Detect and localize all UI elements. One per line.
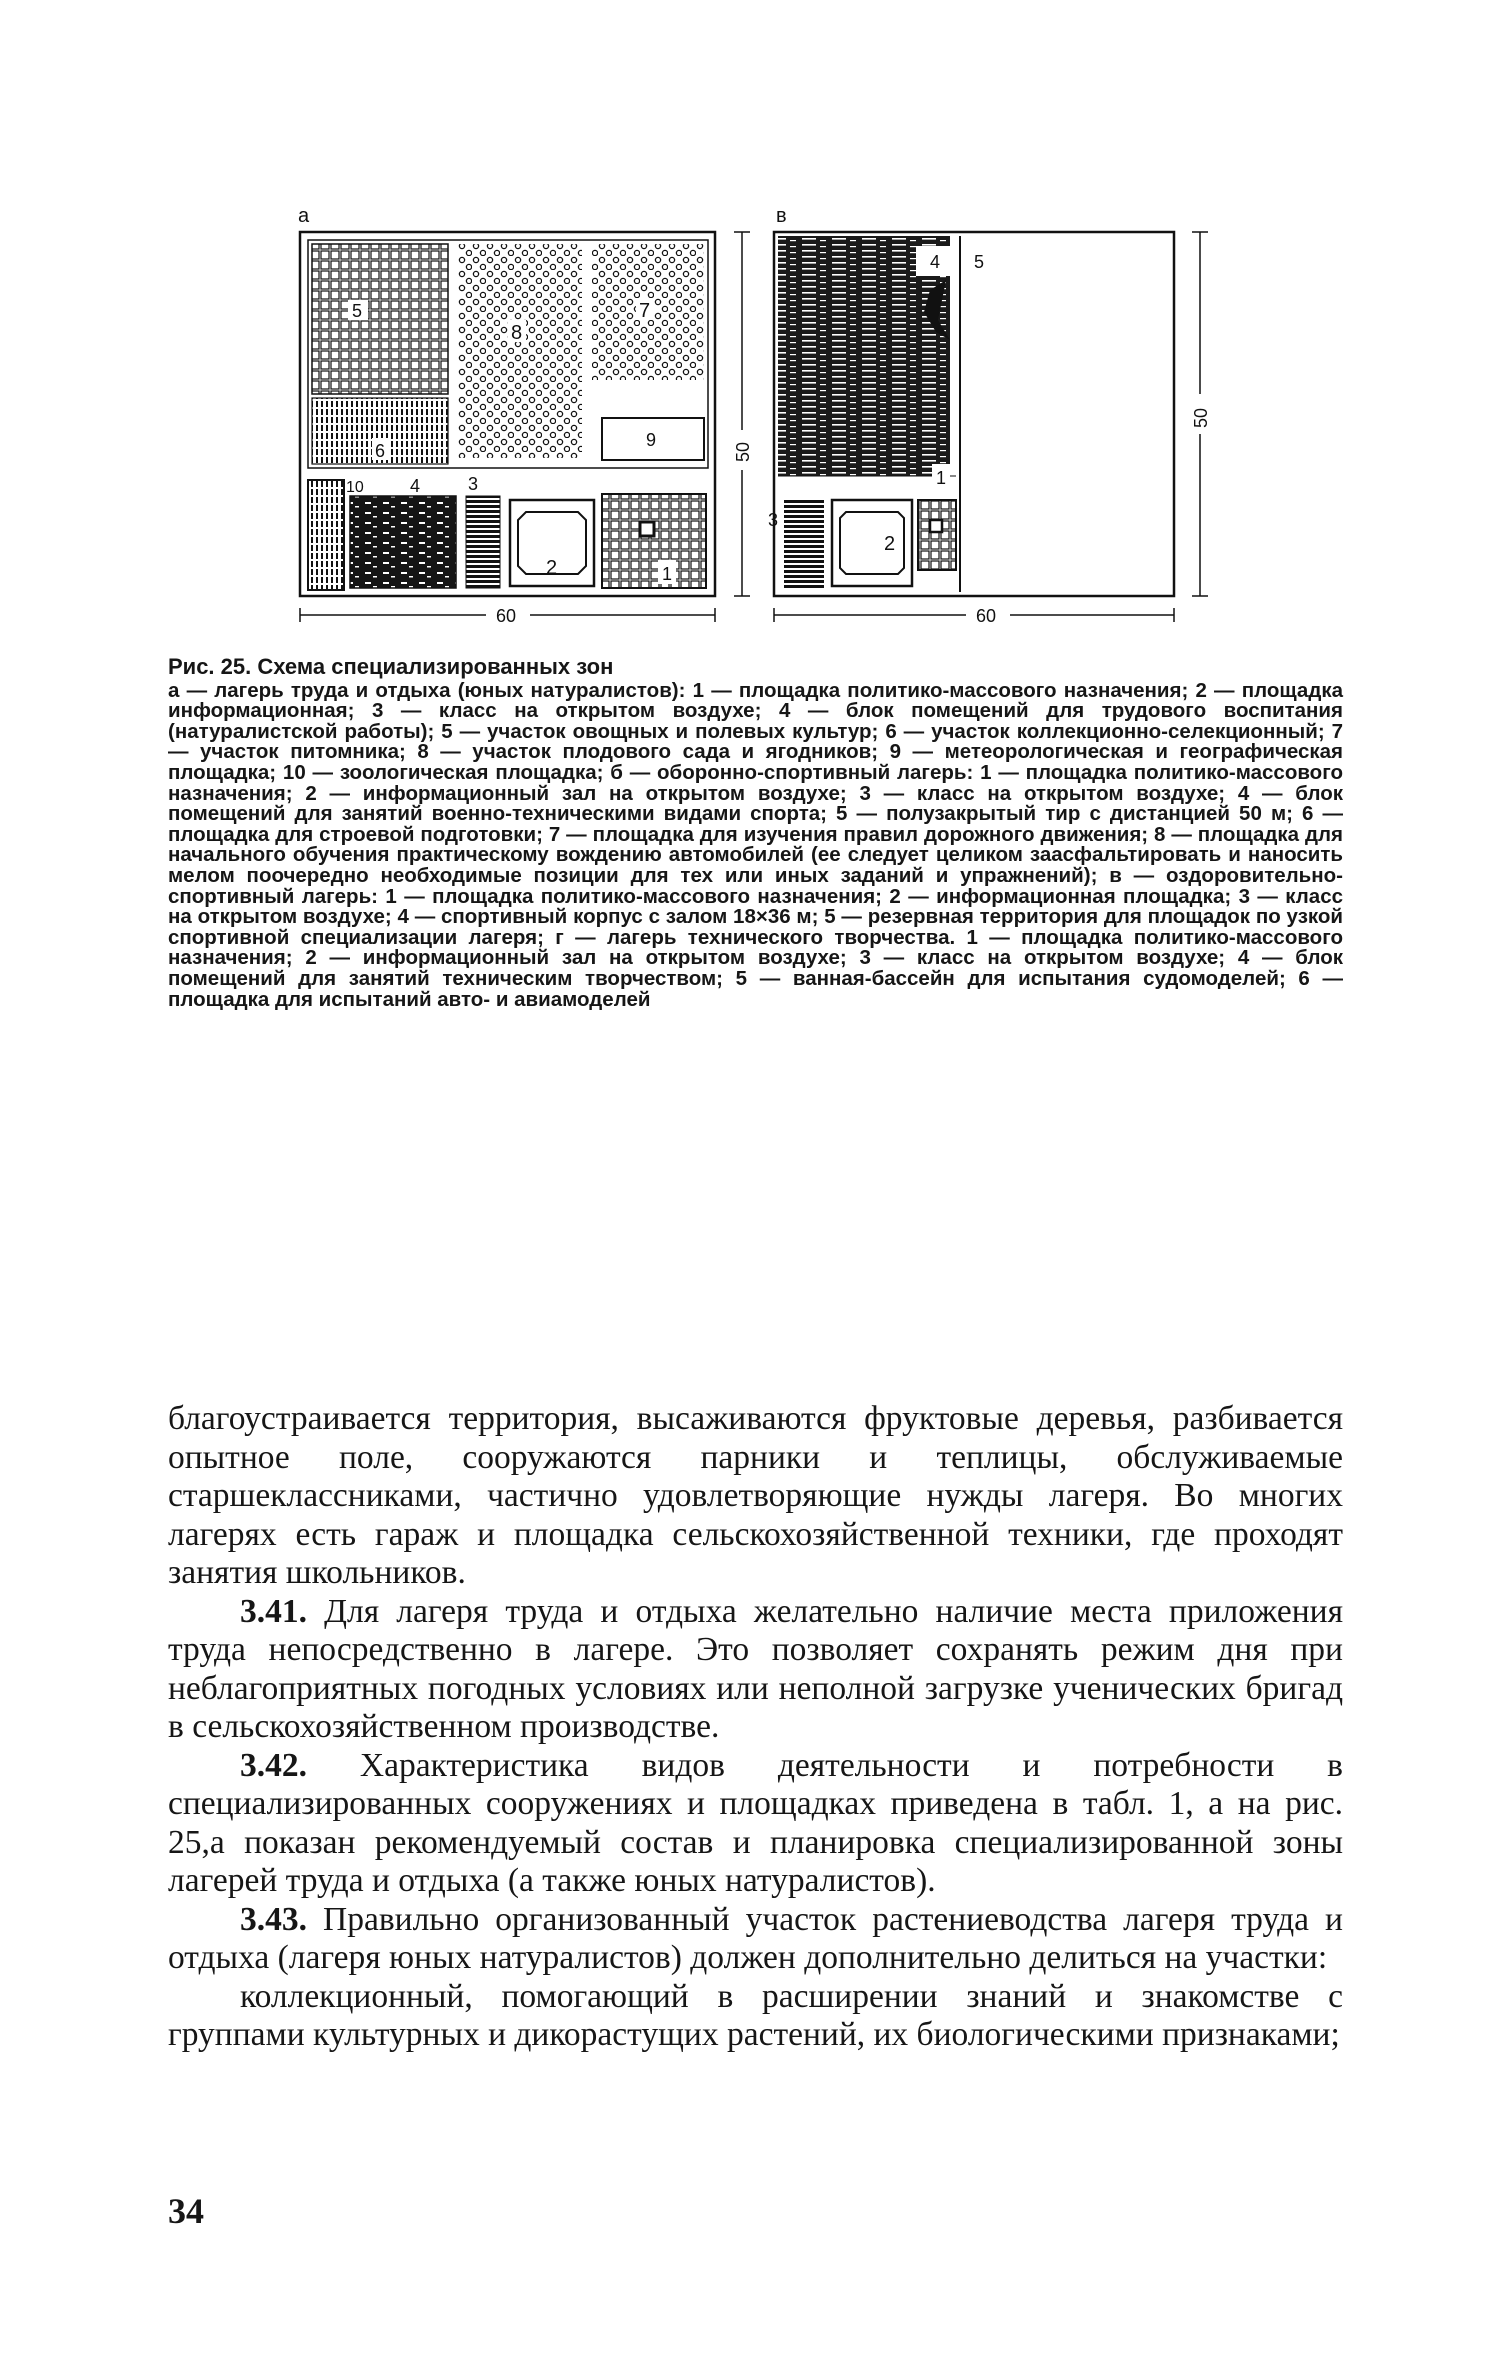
- section-number: 3.43.: [240, 1900, 307, 1938]
- label-a-1: 1: [662, 564, 673, 584]
- paragraph-3-41: [168, 1593, 1343, 1747]
- label-a-4: 4: [410, 476, 421, 496]
- label-a-8: 8: [511, 322, 523, 344]
- zone-v-1-assembly: [918, 500, 956, 570]
- label-v-1: 1: [936, 468, 947, 488]
- paragraph-text: Правильно организованный участок растениеводства лагеря труда и отдыха (лагеря юных натуралистов) должен дополнительно делиться на участки:: [168, 1900, 1343, 1976]
- caption-legend: а — лагерь труда и отдыха (юных натуралистов): 1 — площадка политико-массового назначения; 2 — площадка информационная; 3 — класс на открытом воздухе; 4 — блок помещений для трудового воспитания (натуралистской работы); 5 — участок овощных и полевых культур; 6 — участок коллекционно-селекционный; 7 — участок питомника; 8 — участок плодового сада и ягодников; 9 — метеорологическая и географическая площадка; 10 — зоологическая площадка; б — оборонно-спортивный лагерь: 1 — площадка политико-массового назначения; 2 — информационный зал на открытом воздухе; 3 — класс на открытом воздухе; 4 — блок помещений для занятий военно-техническими видами спорта; 5 — полузакрытый тир с дистанцией 50 м; 6 — площадка для строевой подготовки; 7 — площадка для изучения правил дорожного движения; 8 — площадка для начального обучения практическому вождению автомобилей (ее следует целиком заасфальтировать и наносить мелом поочередно необходимые позиции для тех или иных заданий и упражнений); в — оздоровительно-спортивный лагерь: 1 — площадка политико-массового назначения; 2 — информационная площадка; 3 — класс на открытом воздухе; 4 — спортивный корпус с залом 18×36 м; 5 — резервная территория для площадок по узкой спортивной специализации лагеря; г — лагерь технического творчества. 1 — площадка политико-массового назначения; 2 — информационный зал на открытом воздухе; 3 — класс на открытом воздухе; 4 — блок помещений для занятий техническим творчеством; 5 — ванная-бассейн для испытания судомоделей; 6 — площадка для испытаний авто- и авиамоделей: [168, 678, 1343, 1011]
- label-a-9: 9: [646, 430, 657, 450]
- dim-v-height: 50: [1191, 407, 1211, 428]
- label-v-2: 2: [884, 533, 896, 555]
- label-a-6: 6: [375, 441, 386, 461]
- label-a-10: 10: [346, 479, 364, 496]
- label-a-3: 3: [468, 474, 479, 494]
- panel-v: [768, 205, 1212, 628]
- label-v-5: 5: [974, 252, 985, 272]
- label-a-7: 7: [639, 300, 651, 322]
- page-number: 34: [168, 2191, 204, 2231]
- body-text: [168, 1400, 1343, 2055]
- paragraph-continuation: благоустраивается территория, высаживаются фруктовые деревья, разбивается опытное поле, сооружаются парники и теплицы, обслуживаемые старшеклассниками, частично удовлетворяющие нужды лагеря. Во многих лагерях есть гараж и площадка сельскохозяйственной техники, где проходят занятия школьников.: [168, 1400, 1343, 1591]
- paragraph-3-43: [168, 1901, 1343, 1978]
- zone-3-class: [466, 496, 500, 588]
- paragraph-text: Для лагеря труда и отдыха желательно наличие места приложения труда непосредственно в лагере. Это позволяет сохранять режим дня при неблагоприятных погодных условиях или неполной загрузке ученических бригад в сельскохозяйственном производстве.: [168, 1592, 1343, 1745]
- paragraph-3-42: [168, 1747, 1343, 1901]
- zone-10-zoo: [308, 480, 344, 590]
- paragraph-list-item: коллекционный, помогающий в расширении знаний и знакомстве с группами культурных и дикорастущих растений, их биологическими признаками;: [168, 1977, 1343, 2053]
- label-v-4: 4: [930, 252, 941, 272]
- label-a-5: 5: [352, 301, 363, 321]
- paragraph-text: Характеристика видов деятельности и потребности в специализированных сооружениях и площадках приведена в табл. 1, а на рис. 25,а показан рекомендуемый состав и планировка специализированной зоны лагерей труда и отдыха (а также юных натуралистов).: [168, 1746, 1343, 1899]
- figure-caption: [168, 654, 1343, 1011]
- label-a-2: 2: [546, 557, 558, 579]
- zone-4-building: [350, 496, 456, 588]
- panel-v-letter: в: [776, 205, 787, 227]
- zone-5-plots: [312, 244, 448, 394]
- panel-a: [298, 205, 754, 628]
- section-number: 3.42.: [240, 1746, 307, 1784]
- section-number: 3.41.: [240, 1592, 307, 1630]
- zone-8-orchard: [458, 244, 582, 458]
- dim-v-width: 60: [976, 606, 997, 626]
- label-v-3: 3: [768, 510, 779, 530]
- zone-1-assembly: [602, 494, 706, 588]
- dim-a-width: 60: [496, 606, 517, 626]
- panel-a-letter: а: [298, 205, 310, 227]
- zone-v-3-class: [784, 498, 824, 588]
- caption-title: Рис. 25. Схема специализированных зон: [168, 654, 614, 679]
- figure-zone-schemes: [290, 200, 1250, 640]
- dim-a-height: 50: [733, 441, 753, 462]
